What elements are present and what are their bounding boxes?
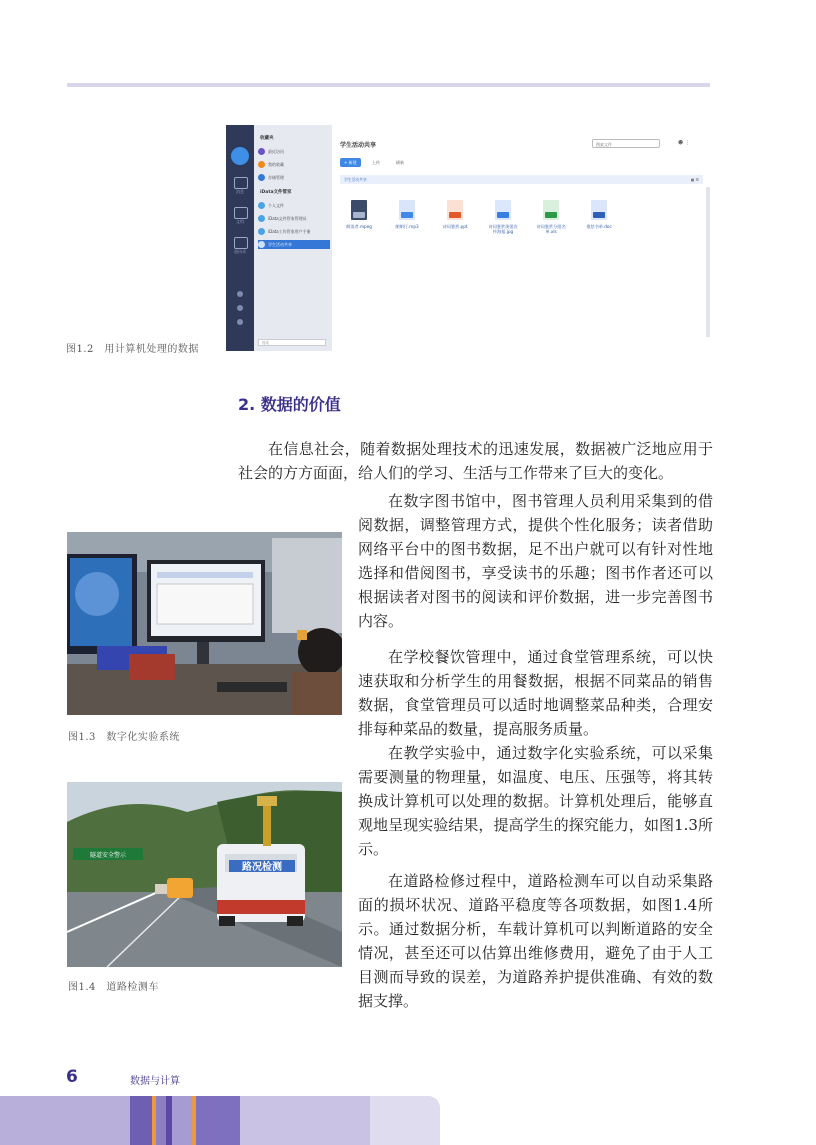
- tree-item[interactable]: 个人文件: [258, 201, 330, 210]
- header-tools: [678, 140, 690, 146]
- file-item[interactable]: [344, 200, 374, 229]
- folder-icon: [258, 228, 265, 235]
- view-toggle-icon[interactable]: ▦ ☰: [690, 177, 699, 182]
- word-file-icon: [591, 200, 607, 220]
- footer-band: [0, 1096, 440, 1145]
- tree-item[interactable]: 我的收藏: [258, 160, 330, 169]
- refresh-button[interactable]: 刷新: [396, 160, 404, 165]
- lab-scene: [67, 532, 342, 715]
- tree-section-title: iData文件管家: [260, 190, 292, 195]
- contacts-icon[interactable]: [234, 237, 248, 249]
- tree-item-selected[interactable]: 学生活动共享: [258, 240, 330, 249]
- tree-item[interactable]: iData工作管家用户手册: [258, 227, 330, 236]
- avatar[interactable]: [231, 147, 249, 165]
- figure-1-4-photo: [67, 782, 342, 967]
- book-title: 数据与计算: [130, 1076, 180, 1087]
- more-icon[interactable]: [237, 319, 243, 325]
- tree-item[interactable]: 最近访问: [258, 147, 330, 156]
- section-heading: 2. 数据的价值: [238, 395, 341, 414]
- file-panel: [332, 125, 710, 351]
- header-rule: [67, 83, 710, 87]
- user-icon[interactable]: ☻: [678, 140, 684, 146]
- ppt-file-icon: [447, 200, 463, 220]
- star-icon: [258, 161, 265, 168]
- rail-label: 通讯录: [234, 249, 246, 254]
- file-name: 朗读者.mpeg: [346, 224, 372, 229]
- file-item[interactable]: [584, 200, 614, 229]
- file-name: 诗词鉴赏现很宣传海报.jpg: [488, 224, 518, 235]
- rail-label: 消息: [236, 189, 244, 194]
- paragraph: 在学校餐饮管理中，通过食堂管理系统，可以快速获取和分析学生的用餐数据，根据不同菜品的销售数据，食堂管理员可以适时地调整菜品种类，合理安排每种菜品的数量，提高服务质量。: [358, 648, 713, 738]
- paragraph: 在道路检修过程中，道路检测车可以自动采集路面的损坏状况、道路平稳度等各项数据，如图1.4所示。通过数据分析，车载计算机可以判断道路的安全情况，甚至还可以估算出维修费用，避免了由于人工目测而导致的误差，为道路养护提供准确、有效的数据支撑。: [358, 872, 713, 1010]
- file-name: 推荐书单.doc: [586, 224, 612, 229]
- tree-section-title: 收藏夹: [260, 136, 274, 141]
- file-item[interactable]: [488, 200, 518, 234]
- paragraph: 在教学实验中，通过数字化实验系统，可以采集需要测量的物理量，如温度、电压、压强等，将其转换成计算机可以处理的数据。计算机处理后，能够直观地呈现实验结果，提高学生的探究能力，如图1.3所示。: [358, 744, 713, 858]
- excel-file-icon: [543, 200, 559, 220]
- breadcrumb-item[interactable]: 学生活动共享: [344, 177, 367, 182]
- figure-1-2-screenshot: [226, 125, 710, 351]
- file-item[interactable]: [392, 200, 422, 229]
- road-scene: [67, 782, 342, 967]
- message-icon[interactable]: [234, 177, 248, 189]
- audio-file-icon: [399, 200, 415, 220]
- help-icon[interactable]: [237, 305, 243, 311]
- new-button[interactable]: + 新建: [340, 158, 361, 167]
- figure-caption: 图1.4 道路检测车: [68, 982, 159, 993]
- file-name: 诗词鉴赏.ppt: [442, 224, 468, 229]
- file-name: 诗词鉴赏分组名单.xls: [536, 224, 566, 235]
- file-search-input[interactable]: 搜索文件: [592, 139, 660, 148]
- rail-label: 文档: [236, 219, 244, 224]
- image-file-icon: [495, 200, 511, 220]
- folder-icon: [258, 215, 265, 222]
- file-item[interactable]: [440, 200, 470, 229]
- breadcrumb: [340, 175, 703, 184]
- video-file-icon: [351, 200, 367, 220]
- tree-search-input[interactable]: 搜索: [258, 339, 326, 346]
- folder-tree: [254, 125, 332, 351]
- folder-icon: [258, 241, 265, 248]
- panel-title: 学生活动共享: [340, 142, 377, 149]
- figure-caption: 图1.3 数字化实验系统: [68, 732, 180, 743]
- upload-button[interactable]: 上传: [372, 160, 380, 165]
- paragraph: 在信息社会，随着数据处理技术的迅速发展，数据被广泛地应用于社会的方方面面，给人们的学习、生活与工作带来了巨大的变化。: [238, 440, 713, 482]
- settings-icon[interactable]: [237, 291, 243, 297]
- storage-icon: [258, 174, 265, 181]
- road-sign-text: 隧道安全警示: [89, 852, 127, 859]
- paragraph: 在数字图书馆中，图书管理人员利用采集到的借阅数据，调整管理方式，提供个性化服务；读者借助网络平台中的图书数据，足不出户就可以有针对性地选择和借阅图书，享受读书的乐趣；图书作者还可以根据读者对图书的阅读和评价数据，进一步完善图书内容。: [358, 492, 713, 630]
- tree-item[interactable]: iData文件管家管理员: [258, 214, 330, 223]
- page-number: 6: [66, 1067, 78, 1087]
- tree-item[interactable]: 存储管理: [258, 173, 330, 182]
- van-sign-text: 路况检测: [242, 862, 282, 873]
- app-sidebar-rail: [226, 125, 254, 351]
- document-icon[interactable]: [234, 207, 248, 219]
- more-icon[interactable]: ⋮: [684, 140, 690, 146]
- folder-icon: [258, 202, 265, 209]
- clock-icon: [258, 148, 265, 155]
- scrollbar[interactable]: [706, 187, 710, 337]
- figure-1-3-photo: [67, 532, 342, 715]
- figure-caption: 图1.2 用计算机处理的数据: [66, 344, 199, 355]
- file-item[interactable]: [536, 200, 566, 234]
- file-name: 朗朗行.mp3: [395, 224, 419, 229]
